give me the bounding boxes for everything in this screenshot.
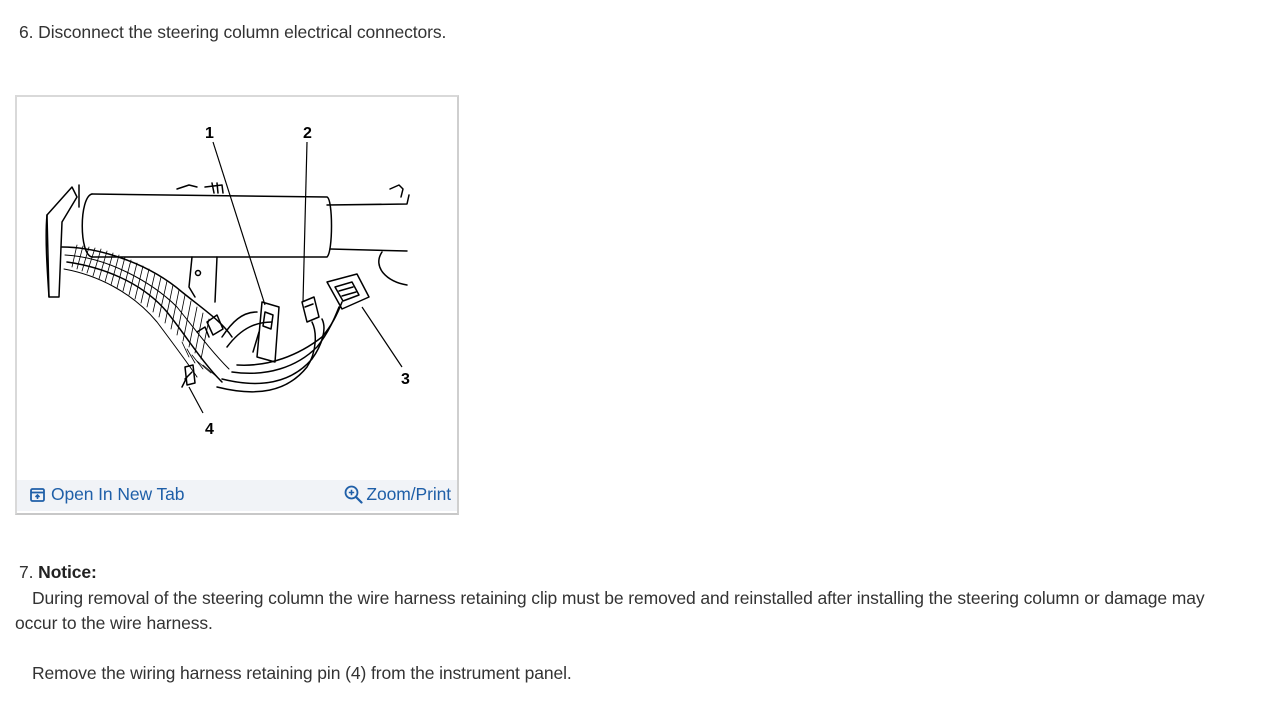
zoom-in-icon (344, 485, 363, 504)
notice-heading: Notice: (38, 562, 97, 582)
callout-1: 1 (205, 125, 214, 142)
open-in-new-tab-link[interactable] (30, 484, 184, 505)
open-new-tab-icon (30, 488, 45, 502)
steering-column-connectors-figure (15, 95, 459, 515)
steering-column-illustration (17, 97, 457, 480)
step-6 (19, 22, 446, 43)
zoom-print-link[interactable] (344, 484, 451, 505)
notice-text: During removal of the steering column the wire harness retaining clip must be removed and reinstalled after installing the steering column or damage may occur to the wire harness. (15, 588, 1205, 633)
step-number: 6. (19, 22, 34, 42)
zoom-print-label: Zoom/Print (366, 484, 451, 504)
callout-4: 4 (205, 421, 214, 438)
step-7 (19, 562, 97, 583)
callout-2: 2 (303, 125, 312, 142)
callout-3: 3 (401, 371, 410, 388)
instruction-text: Remove the wiring harness retaining pin (4) from the instrument panel. (32, 663, 572, 683)
figure-toolbar (17, 480, 457, 511)
step-number: 7. (19, 562, 34, 582)
open-in-new-tab-label: Open In New Tab (51, 484, 185, 504)
step-text: Disconnect the steering column electrical connectors. (38, 22, 447, 42)
